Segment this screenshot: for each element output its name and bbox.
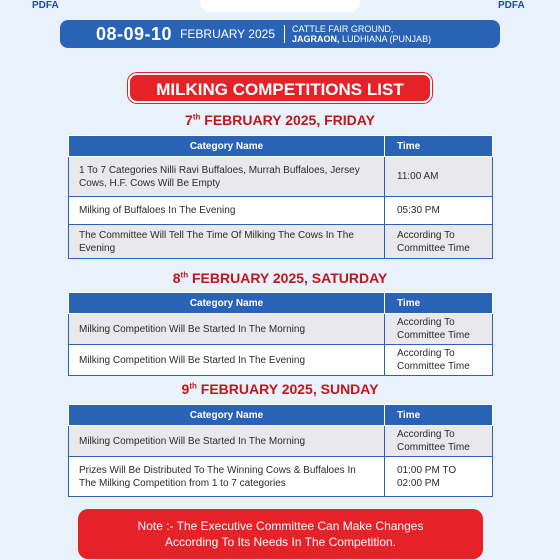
day-suffix: th: [189, 381, 197, 391]
header-card: [200, 0, 360, 12]
day-number: 9: [181, 381, 190, 397]
venue: [292, 24, 431, 44]
date-banner: [60, 20, 500, 48]
event-days: 08-09-10: [96, 23, 173, 44]
friday-table: [68, 135, 493, 259]
table-row: [69, 314, 493, 345]
day-rest: FEBRUARY 2025, FRIDAY: [204, 112, 375, 128]
venue-district: LUDHIANA (PUNJAB): [342, 34, 432, 44]
day-heading-sunday: [0, 381, 560, 397]
banner-divider: [284, 25, 285, 43]
category-cell: 1 To 7 Categories Nilli Ravi Buffaloes, Murrah Buffaloes, Jersey Cows, H.F. Cows Will Be Empty: [69, 157, 385, 197]
venue-line2: [292, 34, 431, 44]
note-box: [78, 509, 483, 559]
venue-line1: CATTLE FAIR GROUND,: [292, 24, 394, 34]
logo-left: PDFA: [32, 0, 59, 11]
time-cell: According To Committee Time: [385, 314, 493, 345]
time-cell: According To Committee Time: [385, 426, 493, 457]
day-rest: FEBRUARY 2025, SATURDAY: [191, 270, 388, 286]
table-row: [69, 157, 493, 197]
note-line2: According To Its Needs In The Competition.: [164, 535, 396, 549]
column-header-time: Time: [385, 405, 493, 426]
saturday-table: [68, 292, 493, 376]
table-header-row: [69, 136, 493, 157]
table-row: [69, 457, 493, 497]
column-header-time: Time: [385, 136, 493, 157]
category-cell: Prizes Will Be Distributed To The Winning Cows & Buffaloes In The Milking Competition from 1 to 7 categories: [69, 457, 385, 497]
day-number: 8: [172, 270, 181, 286]
table-header-row: [69, 293, 493, 314]
time-cell: 05:30 PM: [385, 197, 493, 225]
category-cell: The Committee Will Tell The Time Of Milking The Cows In The Evening: [69, 225, 385, 259]
logo-right: PDFA: [498, 0, 525, 11]
day-suffix: th: [192, 112, 201, 122]
sunday-table: [68, 404, 493, 497]
list-title: MILKING COMPETITIONS LIST: [128, 73, 432, 103]
column-header-category: Category Name: [69, 293, 385, 314]
table-row: [69, 225, 493, 259]
time-cell: 01:00 PM TO 02:00 PM: [385, 457, 493, 497]
category-cell: Milking Competition Will Be Started In The Evening: [69, 345, 385, 376]
category-cell: Milking Competition Will Be Started In The Morning: [69, 314, 385, 345]
column-header-time: Time: [385, 293, 493, 314]
day-rest: FEBRUARY 2025, SUNDAY: [200, 381, 379, 397]
time-cell: 11:00 AM: [385, 157, 493, 197]
table-row: [69, 426, 493, 457]
note-line1: Note :- The Executive Committee Can Make Changes: [137, 519, 424, 533]
venue-city: JAGRAON,: [292, 34, 340, 44]
day-number: 7: [185, 112, 193, 128]
column-header-category: Category Name: [69, 405, 385, 426]
category-cell: Milking Competition Will Be Started In The Morning: [69, 426, 385, 457]
event-month-year: FEBRUARY 2025: [180, 27, 276, 41]
day-suffix: th: [180, 270, 189, 280]
day-heading-saturday: [0, 270, 560, 286]
time-cell: According To Committee Time: [385, 225, 493, 259]
table-header-row: [69, 405, 493, 426]
day-heading-friday: [0, 112, 560, 128]
table-row: [69, 197, 493, 225]
time-cell: According To Committee Time: [385, 345, 493, 376]
category-cell: Milking of Buffaloes In The Evening: [69, 197, 385, 225]
column-header-category: Category Name: [69, 136, 385, 157]
table-row: [69, 345, 493, 376]
